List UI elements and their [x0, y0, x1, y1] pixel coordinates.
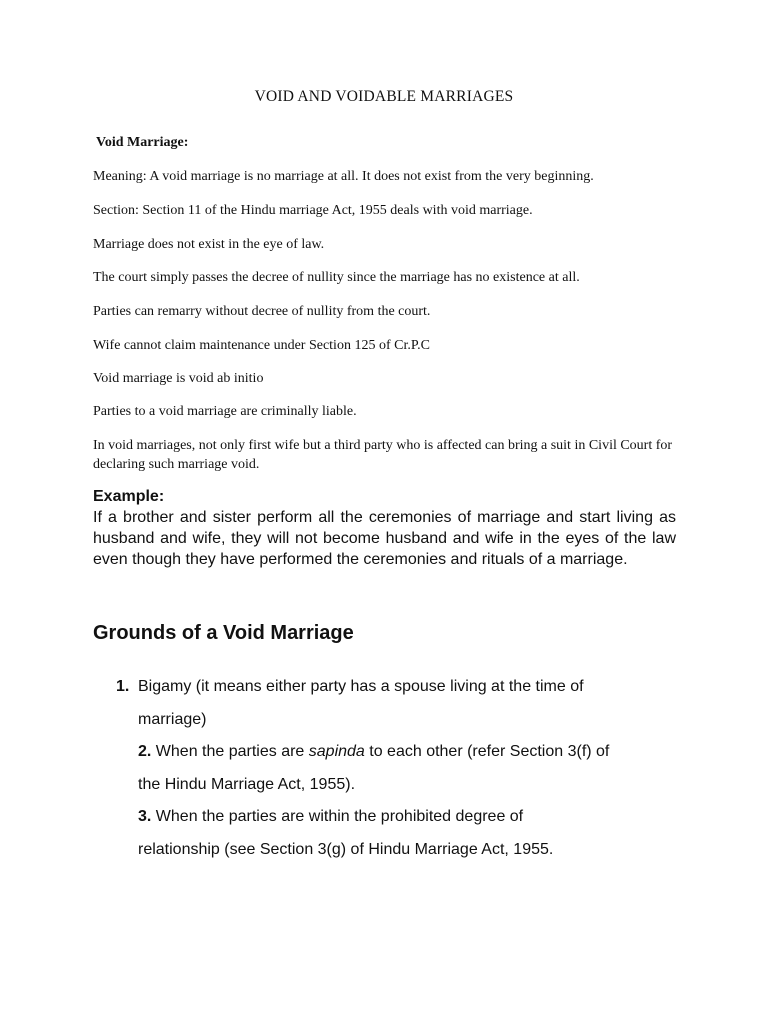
ground-item-1-number: 1. — [116, 678, 130, 695]
example-label: Example: — [93, 488, 165, 505]
ground-item-1-line-1: 1. Bigamy (it means either party has a spouse living at the time of — [116, 671, 676, 704]
void-point-meaning: Meaning: A void marriage is no marriage at all. It does not exist from the very beginning. — [93, 169, 594, 184]
ground-item-1-line-2: marriage) — [138, 710, 207, 728]
sapinda-term: sapinda — [308, 743, 365, 760]
ground-item-3-line-1: 3. When the parties are within the prohibited degree of — [138, 808, 524, 825]
example-text: If a brother and sister perform all the ceremonies of marriage and start living as husband and wife, they will not become husband and wife in the eyes of the law even though they have performed the ceremonies and rituals of a marriage. — [93, 509, 676, 568]
ground-item-3-number: 3. — [138, 808, 152, 825]
void-point-criminal: Parties to a void marriage are criminally liable. — [93, 404, 357, 419]
document-title: VOID AND VOIDABLE MARRIAGES — [254, 88, 514, 105]
void-point-remarry: Parties can remarry without decree of nullity from the court. — [93, 304, 431, 319]
example-block — [93, 486, 676, 570]
void-point-ab-initio: Void marriage is void ab initio — [93, 371, 264, 386]
void-point-decree: The court simply passes the decree of nullity since the marriage has no existence at all. — [93, 270, 580, 285]
void-point-eye-of-law: Marriage does not exist in the eye of law. — [93, 237, 325, 252]
void-point-maintenance: Wife cannot claim maintenance under Section 125 of Cr.P.C — [93, 338, 430, 353]
ground-item-2-line-1: 2. When the parties are sapinda to each other (refer Section 3(f) of — [138, 743, 610, 760]
void-marriage-heading: Void Marriage: — [96, 135, 189, 150]
grounds-list — [116, 671, 676, 866]
void-point-section: Section: Section 11 of the Hindu marriage Act, 1955 deals with void marriage. — [93, 203, 533, 218]
ground-item-2-number: 2. — [138, 743, 152, 760]
void-point-third-party: In void marriages, not only first wife but a third party who is affected can bring a suit in Civil Court for declaring such marriage void. — [93, 438, 673, 472]
grounds-heading: Grounds of a Void Marriage — [93, 622, 354, 644]
ground-item-2-line-2: the Hindu Marriage Act, 1955). — [138, 775, 356, 793]
ground-item-3-line-2: relationship (see Section 3(g) of Hindu Marriage Act, 1955. — [138, 840, 554, 858]
